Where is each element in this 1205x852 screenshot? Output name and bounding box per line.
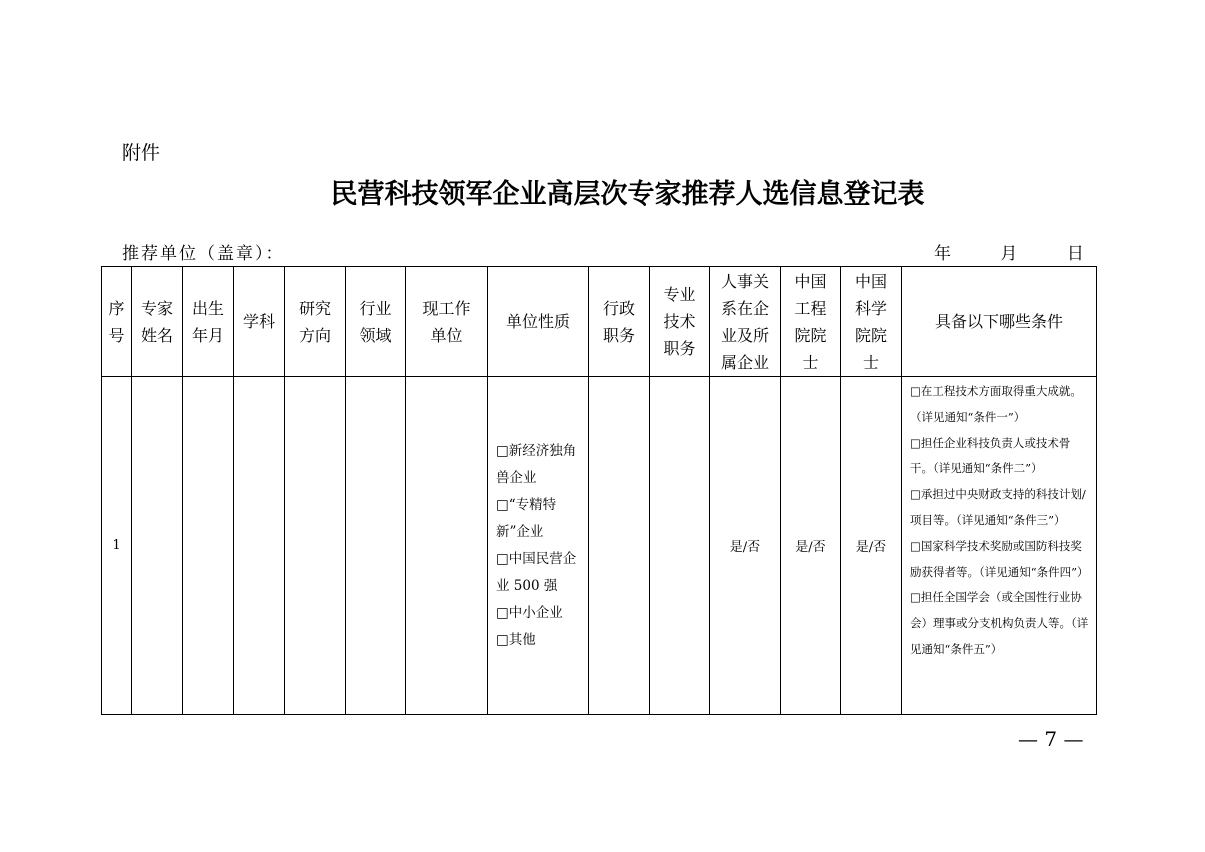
unit-option-sme[interactable]: □中小企业 <box>496 604 563 621</box>
table-row <box>102 377 1097 715</box>
page-title: 民营科技领军企业高层次专家推荐人选信息登记表 <box>330 179 925 210</box>
unit-option-other[interactable]: □其他 <box>496 631 536 648</box>
attachment-label: 附件 <box>122 142 161 164</box>
header-cas-academician: 中国科学院院士 <box>841 267 902 377</box>
cell-industry-field[interactable] <box>346 377 406 715</box>
header-unit-nature: 单位性质 <box>488 267 589 377</box>
year-label: 年 <box>934 244 951 264</box>
header-expert-name: 专家姓名 <box>132 267 183 377</box>
header-cae-academician: 中国工程院院士 <box>781 267 841 377</box>
cell-expert-name[interactable] <box>132 377 183 715</box>
condition-1[interactable]: □在工程技术方面取得重大成就。（详见通知“条件一”） <box>910 384 1082 424</box>
cell-technical-title[interactable] <box>650 377 710 715</box>
condition-4[interactable]: □国家科学技术奖励或国防科技奖励获得者等。（详见通知“条件四”） <box>910 538 1089 579</box>
cell-conditions <box>902 377 1097 715</box>
header-hr-relation: 人事关系在企业及所属企业 <box>710 267 781 377</box>
header-row <box>102 267 1097 377</box>
month-label: 月 <box>1000 244 1018 264</box>
condition-2[interactable]: □担任企业科技负责人或技术骨干。（详见通知“条件二”） <box>910 435 1071 476</box>
registration-table <box>101 266 1097 715</box>
header-technical-title: 专业技术职务 <box>650 267 710 377</box>
header-administrative-post: 行政职务 <box>589 267 650 377</box>
date-fields <box>934 239 1108 264</box>
unit-option-unicorn[interactable]: □新经济独角兽企业 <box>496 442 577 486</box>
condition-5[interactable]: □担任全国学会（或全国性行业协会）理事或分支机构负责人等。（详见通知“条件五”） <box>910 590 1089 656</box>
header-conditions: 具备以下哪些条件 <box>902 267 1097 377</box>
recommending-unit-label: 推荐单位（盖章）： <box>122 244 285 264</box>
header-index: 序号 <box>102 267 132 377</box>
row-index: 1 <box>102 377 132 715</box>
cell-current-employer[interactable] <box>406 377 488 715</box>
page-number: — 7 — <box>1018 727 1084 751</box>
header-industry-field: 行业领域 <box>346 267 406 377</box>
day-label: 日 <box>1066 244 1084 264</box>
cell-administrative-post[interactable] <box>589 377 650 715</box>
unit-option-specialized[interactable]: □“专精特新”企业 <box>496 496 557 540</box>
cell-cae-academician[interactable]: 是/否 <box>781 377 841 715</box>
cell-hr-relation[interactable]: 是/否 <box>710 377 781 715</box>
header-current-employer: 现工作单位 <box>406 267 488 377</box>
unit-option-top500[interactable]: □中国民营企业 500 强 <box>496 550 577 594</box>
header-research-direction: 研究方向 <box>285 267 346 377</box>
header-birth-date: 出生年月 <box>183 267 234 377</box>
condition-3[interactable]: □承担过中央财政支持的科技计划/项目等。（详见通知“条件三”） <box>910 487 1086 527</box>
cell-cas-academician[interactable]: 是/否 <box>841 377 902 715</box>
cell-research-direction[interactable] <box>285 377 346 715</box>
cell-unit-nature <box>488 377 589 715</box>
cell-discipline[interactable] <box>234 377 285 715</box>
header-discipline: 学科 <box>234 267 285 377</box>
cell-birth-date[interactable] <box>183 377 234 715</box>
